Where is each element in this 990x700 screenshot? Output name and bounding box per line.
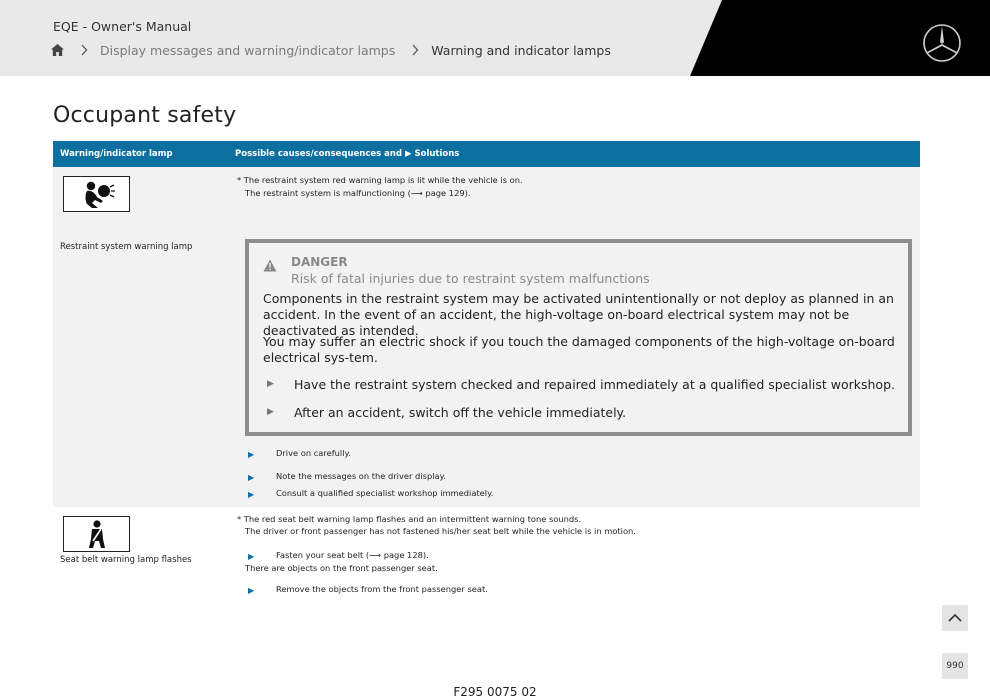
breadcrumb-link-display-messages[interactable]: Display messages and warning/indicator lamps [100, 42, 396, 58]
page-number-button[interactable]: 990 [942, 653, 968, 679]
manual-title: EQE - Owner's Manual [53, 19, 192, 34]
breadcrumb-current: Warning and indicator lamps [431, 42, 611, 58]
danger-step: After an accident, switch off the vehicle immediately. [294, 405, 627, 420]
home-icon[interactable] [51, 44, 64, 56]
solution-arrow-icon: ▶ [248, 450, 255, 459]
step-arrow-icon: ▶ [267, 379, 274, 389]
lamp-label: Restraint system warning lamp [60, 242, 193, 252]
scroll-top-button[interactable] [942, 605, 968, 631]
table-row [53, 167, 920, 487]
danger-subtitle: Risk of fatal injuries due to restraint system malfunctions [291, 271, 650, 286]
solution-arrow-icon: ▶ [248, 552, 255, 561]
breadcrumb [51, 41, 611, 59]
mercedes-star-logo[interactable] [922, 23, 962, 63]
solution-text: Note the messages on the driver display. [276, 471, 446, 481]
lamp-label: Seat belt warning lamp flashes [60, 555, 192, 565]
chevron-right-icon [80, 44, 88, 56]
seat-belt-warning-icon [63, 516, 130, 552]
danger-notice [245, 239, 912, 436]
column-header-causes: Possible causes/consequences and ▶ Solutions [235, 149, 460, 159]
cause-text: * The red seat belt warning lamp flashes and an intermittent warning tone sounds. [237, 514, 582, 524]
table-header [53, 141, 920, 167]
page-title: Occupant safety [53, 103, 237, 128]
solution-arrow-icon: ▶ [248, 490, 255, 499]
danger-step: Have the restraint system checked and repaired immediately at a qualified specialist workshop. [294, 377, 895, 392]
airbag-warning-icon [63, 176, 130, 212]
solution-text: Fasten your seat belt (⟶ page 128). [276, 550, 429, 560]
danger-paragraph: You may suffer an electric shock if you touch the damaged components of the high-voltage on-board electrical sys-tem. [263, 334, 895, 365]
column-header-lamp: Warning/indicator lamp [60, 149, 173, 159]
solution-arrow-icon: ▶ [248, 586, 255, 595]
solution-text: Remove the objects from the front passenger seat. [276, 584, 488, 594]
warning-lamp-table [53, 141, 920, 617]
danger-paragraph: Components in the restraint system may be activated unintentionally or not deploy as planned in an accident. In the event of an accident, the high-voltage on-board electrical system may not be deactivated as intended. [263, 291, 894, 338]
danger-label: DANGER [291, 255, 348, 269]
image-code: F295 0075 02 [453, 685, 537, 699]
scroll-top-icon [948, 613, 962, 623]
warning-triangle-icon [263, 259, 277, 272]
table-row [53, 507, 920, 617]
cause-text: * The restraint system red warning lamp is lit while the vehicle is on. [237, 175, 523, 185]
solution-text: Drive on carefully. [276, 448, 351, 458]
chevron-right-icon [411, 44, 419, 56]
solution-text: Consult a qualified specialist workshop immediately. [276, 488, 494, 498]
table-row-continuation [53, 487, 920, 507]
cause-text: There are objects on the front passenger seat. [245, 563, 438, 573]
solution-arrow-icon: ▶ [248, 473, 255, 482]
cause-text: The driver or front passenger has not fastened his/her seat belt while the vehicle is in motion. [245, 526, 636, 536]
cause-text: The restraint system is malfunctioning (⟶ page 129). [245, 188, 471, 198]
step-arrow-icon: ▶ [267, 407, 274, 417]
